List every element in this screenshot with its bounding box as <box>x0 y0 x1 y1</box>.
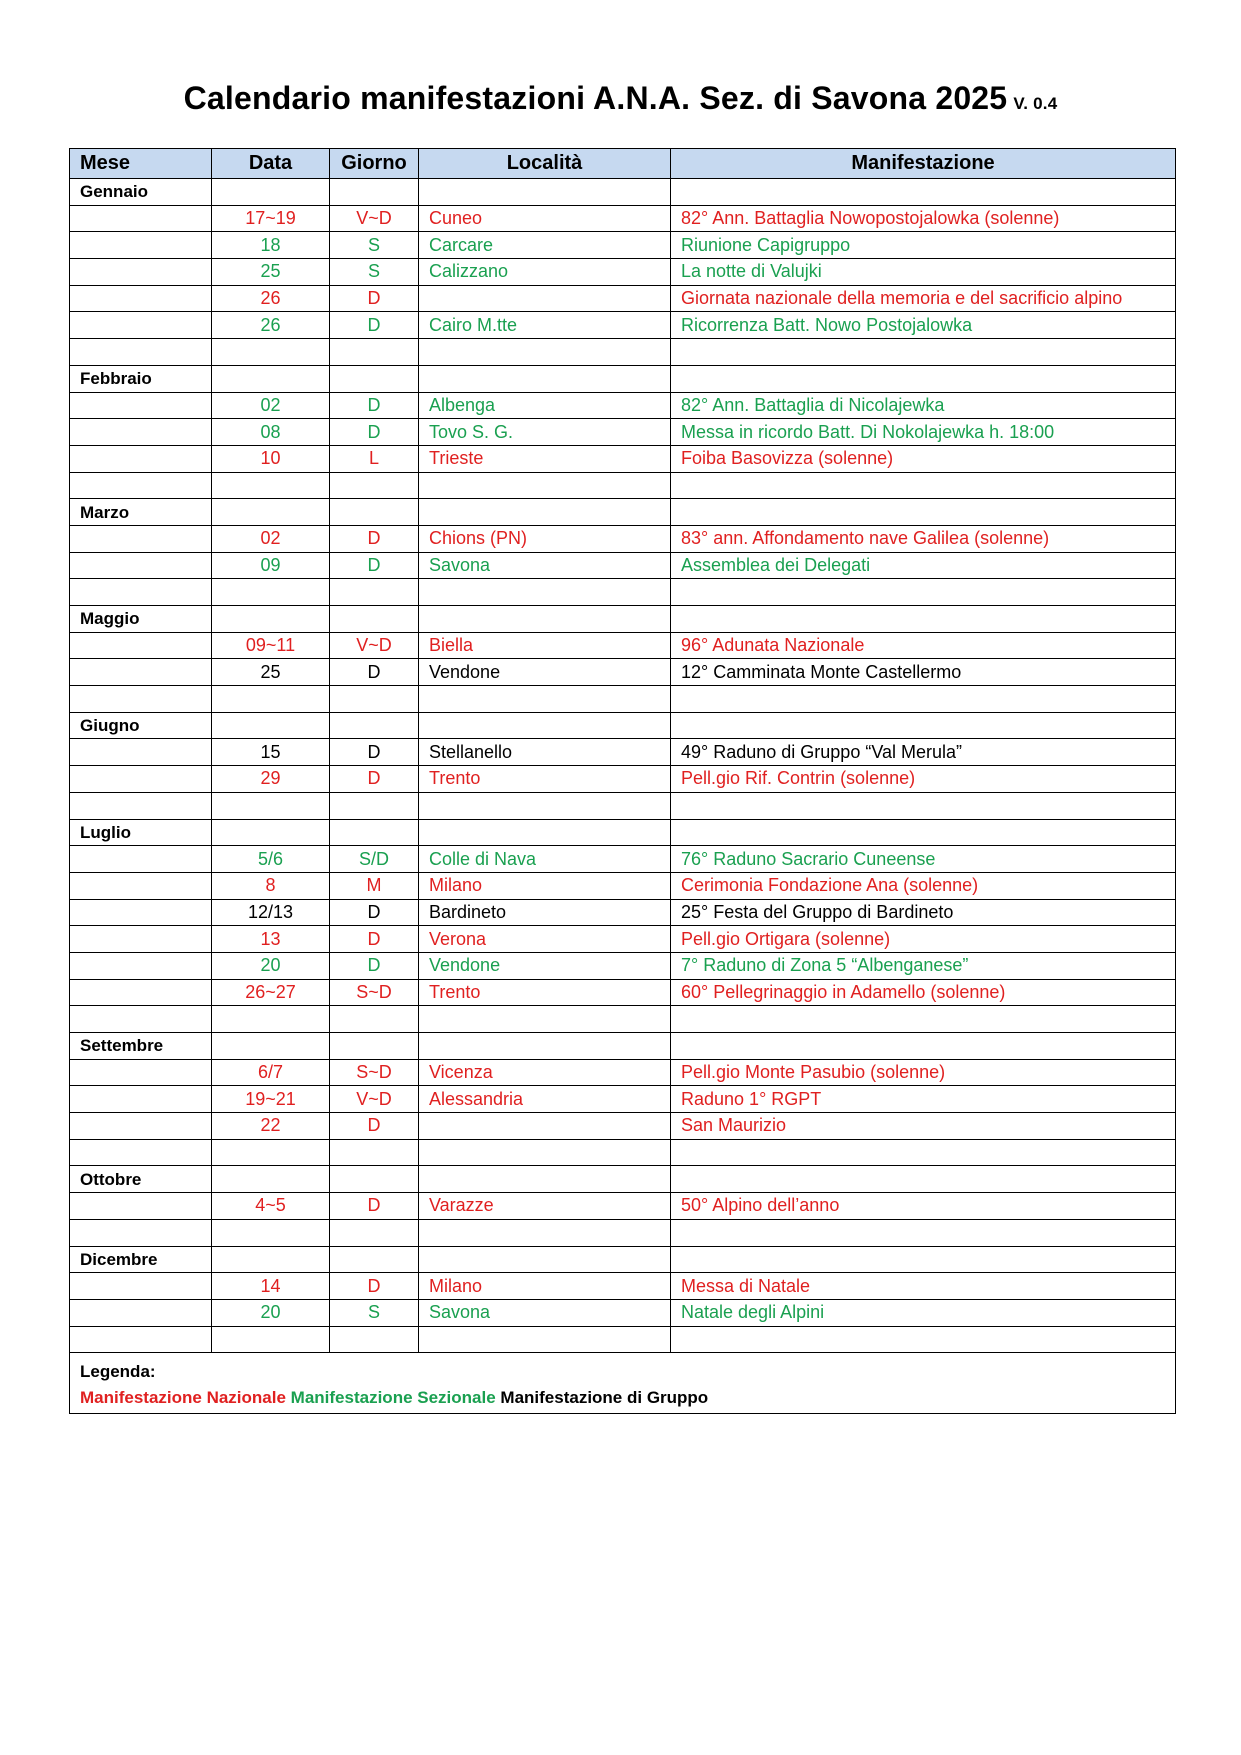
empty-cell <box>70 1139 212 1166</box>
empty-cell <box>70 659 212 686</box>
empty-cell <box>330 1219 419 1246</box>
event-location: Biella <box>419 632 671 659</box>
empty-cell <box>70 952 212 979</box>
event-location <box>419 1113 671 1140</box>
empty-cell <box>671 1139 1176 1166</box>
empty-cell <box>419 1139 671 1166</box>
empty-cell <box>212 1166 330 1193</box>
empty-cell <box>212 606 330 633</box>
empty-cell <box>330 686 419 713</box>
empty-cell <box>212 686 330 713</box>
event-day: D <box>330 392 419 419</box>
event-location: Milano <box>419 1273 671 1300</box>
event-day: D <box>330 312 419 339</box>
event-row <box>70 979 1176 1006</box>
empty-cell <box>70 1193 212 1220</box>
empty-cell <box>419 712 671 739</box>
event-date: 10 <box>212 445 330 472</box>
event-name: 82° Ann. Battaglia Nowopostojalowka (solenne) <box>671 205 1176 232</box>
event-day: S <box>330 232 419 259</box>
empty-cell <box>70 739 212 766</box>
event-date: 02 <box>212 392 330 419</box>
header-data: Data <box>212 149 330 179</box>
empty-cell <box>70 766 212 793</box>
empty-cell <box>70 552 212 579</box>
month-name: Gennaio <box>70 179 212 206</box>
event-row <box>70 259 1176 286</box>
month-name: Dicembre <box>70 1246 212 1273</box>
event-name: 25° Festa del Gruppo di Bardineto <box>671 899 1176 926</box>
empty-cell <box>419 472 671 499</box>
empty-cell <box>671 579 1176 606</box>
event-row <box>70 392 1176 419</box>
header-row <box>70 149 1176 179</box>
empty-cell <box>70 232 212 259</box>
event-location: Trieste <box>419 445 671 472</box>
event-name: Pell.gio Rif. Contrin (solenne) <box>671 766 1176 793</box>
event-location: Verona <box>419 926 671 953</box>
event-location: Chions (PN) <box>419 525 671 552</box>
event-row <box>70 872 1176 899</box>
event-name: Raduno 1° RGPT <box>671 1086 1176 1113</box>
month-row <box>70 179 1176 206</box>
event-name: 50° Alpino dell’anno <box>671 1193 1176 1220</box>
event-name: 82° Ann. Battaglia di Nicolajewka <box>671 392 1176 419</box>
event-date: 13 <box>212 926 330 953</box>
event-name: 96° Adunata Nazionale <box>671 632 1176 659</box>
legend-nazionale: Manifestazione Nazionale <box>80 1388 286 1408</box>
month-row <box>70 1246 1176 1273</box>
event-name: 83° ann. Affondamento nave Galilea (solenne) <box>671 525 1176 552</box>
event-name: 7° Raduno di Zona 5 “Albenganese” <box>671 952 1176 979</box>
event-day: D <box>330 1113 419 1140</box>
empty-cell <box>70 792 212 819</box>
event-location: Savona <box>419 552 671 579</box>
event-date: 12/13 <box>212 899 330 926</box>
event-location: Stellanello <box>419 739 671 766</box>
event-date: 19~21 <box>212 1086 330 1113</box>
event-day: S/D <box>330 846 419 873</box>
empty-cell <box>419 1033 671 1060</box>
empty-cell <box>70 899 212 926</box>
empty-cell <box>671 712 1176 739</box>
event-day: S <box>330 1299 419 1326</box>
empty-cell <box>671 686 1176 713</box>
empty-cell <box>330 1326 419 1353</box>
empty-cell <box>212 365 330 392</box>
event-location: Vendone <box>419 659 671 686</box>
event-day: D <box>330 1273 419 1300</box>
empty-cell <box>330 1139 419 1166</box>
event-location: Trento <box>419 979 671 1006</box>
empty-cell <box>70 1219 212 1246</box>
month-name: Giugno <box>70 712 212 739</box>
empty-cell <box>419 499 671 526</box>
empty-cell <box>70 632 212 659</box>
empty-cell <box>419 792 671 819</box>
event-location: Vicenza <box>419 1059 671 1086</box>
event-day: S~D <box>330 979 419 1006</box>
event-row <box>70 739 1176 766</box>
event-row <box>70 1113 1176 1140</box>
empty-cell <box>70 259 212 286</box>
empty-cell <box>70 1299 212 1326</box>
event-date: 4~5 <box>212 1193 330 1220</box>
event-name: 12° Camminata Monte Castellermo <box>671 659 1176 686</box>
event-row <box>70 632 1176 659</box>
empty-cell <box>212 1326 330 1353</box>
event-location: Cuneo <box>419 205 671 232</box>
empty-cell <box>70 686 212 713</box>
event-location: Calizzano <box>419 259 671 286</box>
event-row <box>70 846 1176 873</box>
legend-label: Legenda: <box>80 1362 156 1382</box>
empty-cell <box>212 179 330 206</box>
event-name: Riunione Capigruppo <box>671 232 1176 259</box>
event-date: 29 <box>212 766 330 793</box>
event-day: D <box>330 525 419 552</box>
empty-cell <box>70 1326 212 1353</box>
empty-cell <box>419 1246 671 1273</box>
legend-items <box>80 1385 1165 1411</box>
empty-cell <box>671 606 1176 633</box>
event-location: Savona <box>419 1299 671 1326</box>
event-location: Cairo M.tte <box>419 312 671 339</box>
event-name: San Maurizio <box>671 1113 1176 1140</box>
month-row <box>70 1166 1176 1193</box>
spacer-row <box>70 1139 1176 1166</box>
event-location: Vendone <box>419 952 671 979</box>
event-location: Colle di Nava <box>419 846 671 873</box>
event-row <box>70 1193 1176 1220</box>
spacer-row <box>70 472 1176 499</box>
event-name: Natale degli Alpini <box>671 1299 1176 1326</box>
event-date: 14 <box>212 1273 330 1300</box>
empty-cell <box>70 1059 212 1086</box>
empty-cell <box>671 365 1176 392</box>
empty-cell <box>671 792 1176 819</box>
empty-cell <box>419 1326 671 1353</box>
event-day: D <box>330 419 419 446</box>
empty-cell <box>212 819 330 846</box>
spacer-row <box>70 339 1176 366</box>
month-name: Luglio <box>70 819 212 846</box>
event-row <box>70 1299 1176 1326</box>
event-location: Bardineto <box>419 899 671 926</box>
empty-cell <box>671 179 1176 206</box>
empty-cell <box>330 1246 419 1273</box>
empty-cell <box>671 1006 1176 1033</box>
empty-cell <box>70 579 212 606</box>
title-text: Calendario manifestazioni A.N.A. Sez. di Savona 2025 <box>183 80 1008 116</box>
empty-cell <box>70 472 212 499</box>
empty-cell <box>330 1033 419 1060</box>
empty-cell <box>330 1166 419 1193</box>
empty-cell <box>70 205 212 232</box>
page-title <box>0 80 1241 117</box>
event-date: 25 <box>212 259 330 286</box>
empty-cell <box>419 365 671 392</box>
event-day: S <box>330 259 419 286</box>
empty-cell <box>671 1219 1176 1246</box>
event-name: Assemblea dei Delegati <box>671 552 1176 579</box>
empty-cell <box>330 339 419 366</box>
event-day: D <box>330 552 419 579</box>
empty-cell <box>70 419 212 446</box>
event-location <box>419 285 671 312</box>
event-date: 26~27 <box>212 979 330 1006</box>
header-localita: Località <box>419 149 671 179</box>
event-row <box>70 312 1176 339</box>
empty-cell <box>212 792 330 819</box>
event-day: D <box>330 766 419 793</box>
empty-cell <box>671 472 1176 499</box>
empty-cell <box>330 472 419 499</box>
event-date: 18 <box>212 232 330 259</box>
empty-cell <box>70 1113 212 1140</box>
calendar-table <box>69 148 1176 1414</box>
event-row <box>70 285 1176 312</box>
empty-cell <box>419 179 671 206</box>
event-date: 26 <box>212 285 330 312</box>
event-date: 26 <box>212 312 330 339</box>
empty-cell <box>330 712 419 739</box>
event-name: Messa in ricordo Batt. Di Nokolajewka h. 18:00 <box>671 419 1176 446</box>
empty-cell <box>70 1086 212 1113</box>
event-day: S~D <box>330 1059 419 1086</box>
empty-cell <box>212 1219 330 1246</box>
month-name: Maggio <box>70 606 212 633</box>
calendar-body <box>70 179 1176 1414</box>
event-name: La notte di Valujki <box>671 259 1176 286</box>
month-name: Febbraio <box>70 365 212 392</box>
event-date: 09~11 <box>212 632 330 659</box>
empty-cell <box>330 819 419 846</box>
legend <box>70 1353 1176 1414</box>
empty-cell <box>70 872 212 899</box>
event-row <box>70 552 1176 579</box>
empty-cell <box>70 1006 212 1033</box>
event-row <box>70 419 1176 446</box>
event-date: 02 <box>212 525 330 552</box>
empty-cell <box>212 499 330 526</box>
event-date: 15 <box>212 739 330 766</box>
event-row <box>70 952 1176 979</box>
event-date: 6/7 <box>212 1059 330 1086</box>
empty-cell <box>212 712 330 739</box>
month-row <box>70 1033 1176 1060</box>
event-location: Albenga <box>419 392 671 419</box>
spacer-row <box>70 1326 1176 1353</box>
event-name: 49° Raduno di Gruppo “Val Merula” <box>671 739 1176 766</box>
empty-cell <box>419 1166 671 1193</box>
empty-cell <box>212 472 330 499</box>
event-location: Tovo S. G. <box>419 419 671 446</box>
legend-sezionale: Manifestazione Sezionale <box>290 1388 496 1408</box>
empty-cell <box>330 179 419 206</box>
event-day: D <box>330 952 419 979</box>
event-day: L <box>330 445 419 472</box>
event-row <box>70 1059 1176 1086</box>
event-day: D <box>330 1193 419 1220</box>
empty-cell <box>419 606 671 633</box>
empty-cell <box>212 1246 330 1273</box>
spacer-row <box>70 579 1176 606</box>
empty-cell <box>212 579 330 606</box>
spacer-row <box>70 1006 1176 1033</box>
header-mese: Mese <box>70 149 212 179</box>
event-date: 25 <box>212 659 330 686</box>
event-day: D <box>330 926 419 953</box>
event-date: 17~19 <box>212 205 330 232</box>
event-name: Pell.gio Monte Pasubio (solenne) <box>671 1059 1176 1086</box>
month-row <box>70 712 1176 739</box>
month-row <box>70 819 1176 846</box>
header-giorno: Giorno <box>330 149 419 179</box>
empty-cell <box>419 686 671 713</box>
event-location: Trento <box>419 766 671 793</box>
spacer-row <box>70 686 1176 713</box>
empty-cell <box>212 339 330 366</box>
empty-cell <box>70 312 212 339</box>
month-row <box>70 499 1176 526</box>
legend-row <box>70 1353 1176 1414</box>
month-name: Marzo <box>70 499 212 526</box>
legend-gruppo: Manifestazione di Gruppo <box>500 1388 709 1408</box>
event-date: 08 <box>212 419 330 446</box>
empty-cell <box>330 606 419 633</box>
empty-cell <box>419 339 671 366</box>
empty-cell <box>671 339 1176 366</box>
empty-cell <box>419 579 671 606</box>
event-row <box>70 445 1176 472</box>
empty-cell <box>70 525 212 552</box>
event-row <box>70 205 1176 232</box>
empty-cell <box>330 499 419 526</box>
event-location: Milano <box>419 872 671 899</box>
event-location: Carcare <box>419 232 671 259</box>
event-date: 20 <box>212 952 330 979</box>
empty-cell <box>212 1033 330 1060</box>
empty-cell <box>671 1246 1176 1273</box>
month-row <box>70 365 1176 392</box>
spacer-row <box>70 792 1176 819</box>
empty-cell <box>419 1006 671 1033</box>
empty-cell <box>70 339 212 366</box>
empty-cell <box>671 1033 1176 1060</box>
event-location: Alessandria <box>419 1086 671 1113</box>
event-day: D <box>330 659 419 686</box>
event-date: 09 <box>212 552 330 579</box>
empty-cell <box>70 285 212 312</box>
event-row <box>70 1273 1176 1300</box>
event-name: Messa di Natale <box>671 1273 1176 1300</box>
event-day: D <box>330 739 419 766</box>
event-day: D <box>330 899 419 926</box>
event-name: 60° Pellegrinaggio in Adamello (solenne) <box>671 979 1176 1006</box>
empty-cell <box>419 1219 671 1246</box>
empty-cell <box>330 792 419 819</box>
month-name: Ottobre <box>70 1166 212 1193</box>
event-day: V~D <box>330 205 419 232</box>
empty-cell <box>330 579 419 606</box>
empty-cell <box>70 846 212 873</box>
empty-cell <box>330 1006 419 1033</box>
event-date: 20 <box>212 1299 330 1326</box>
event-date: 8 <box>212 872 330 899</box>
event-day: M <box>330 872 419 899</box>
empty-cell <box>419 819 671 846</box>
event-row <box>70 899 1176 926</box>
version-label: V. 0.4 <box>1013 94 1058 113</box>
event-day: D <box>330 285 419 312</box>
event-date: 22 <box>212 1113 330 1140</box>
month-row <box>70 606 1176 633</box>
event-row <box>70 926 1176 953</box>
event-name: Ricorrenza Batt. Nowo Postojalowka <box>671 312 1176 339</box>
empty-cell <box>70 392 212 419</box>
empty-cell <box>671 819 1176 846</box>
spacer-row <box>70 1219 1176 1246</box>
empty-cell <box>330 365 419 392</box>
empty-cell <box>70 926 212 953</box>
event-row <box>70 766 1176 793</box>
event-row <box>70 1086 1176 1113</box>
empty-cell <box>671 499 1176 526</box>
event-row <box>70 659 1176 686</box>
event-row <box>70 525 1176 552</box>
event-row <box>70 232 1176 259</box>
header-manifestazione: Manifestazione <box>671 149 1176 179</box>
empty-cell <box>212 1006 330 1033</box>
month-name: Settembre <box>70 1033 212 1060</box>
empty-cell <box>70 445 212 472</box>
event-day: V~D <box>330 1086 419 1113</box>
event-name: Foiba Basovizza (solenne) <box>671 445 1176 472</box>
event-name: Giornata nazionale della memoria e del sacrificio alpino <box>671 285 1176 312</box>
empty-cell <box>212 1139 330 1166</box>
event-date: 5/6 <box>212 846 330 873</box>
event-name: 76° Raduno Sacrario Cuneense <box>671 846 1176 873</box>
empty-cell <box>70 1273 212 1300</box>
event-name: Pell.gio Ortigara (solenne) <box>671 926 1176 953</box>
empty-cell <box>671 1166 1176 1193</box>
empty-cell <box>671 1326 1176 1353</box>
event-name: Cerimonia Fondazione Ana (solenne) <box>671 872 1176 899</box>
empty-cell <box>70 979 212 1006</box>
event-day: V~D <box>330 632 419 659</box>
event-location: Varazze <box>419 1193 671 1220</box>
